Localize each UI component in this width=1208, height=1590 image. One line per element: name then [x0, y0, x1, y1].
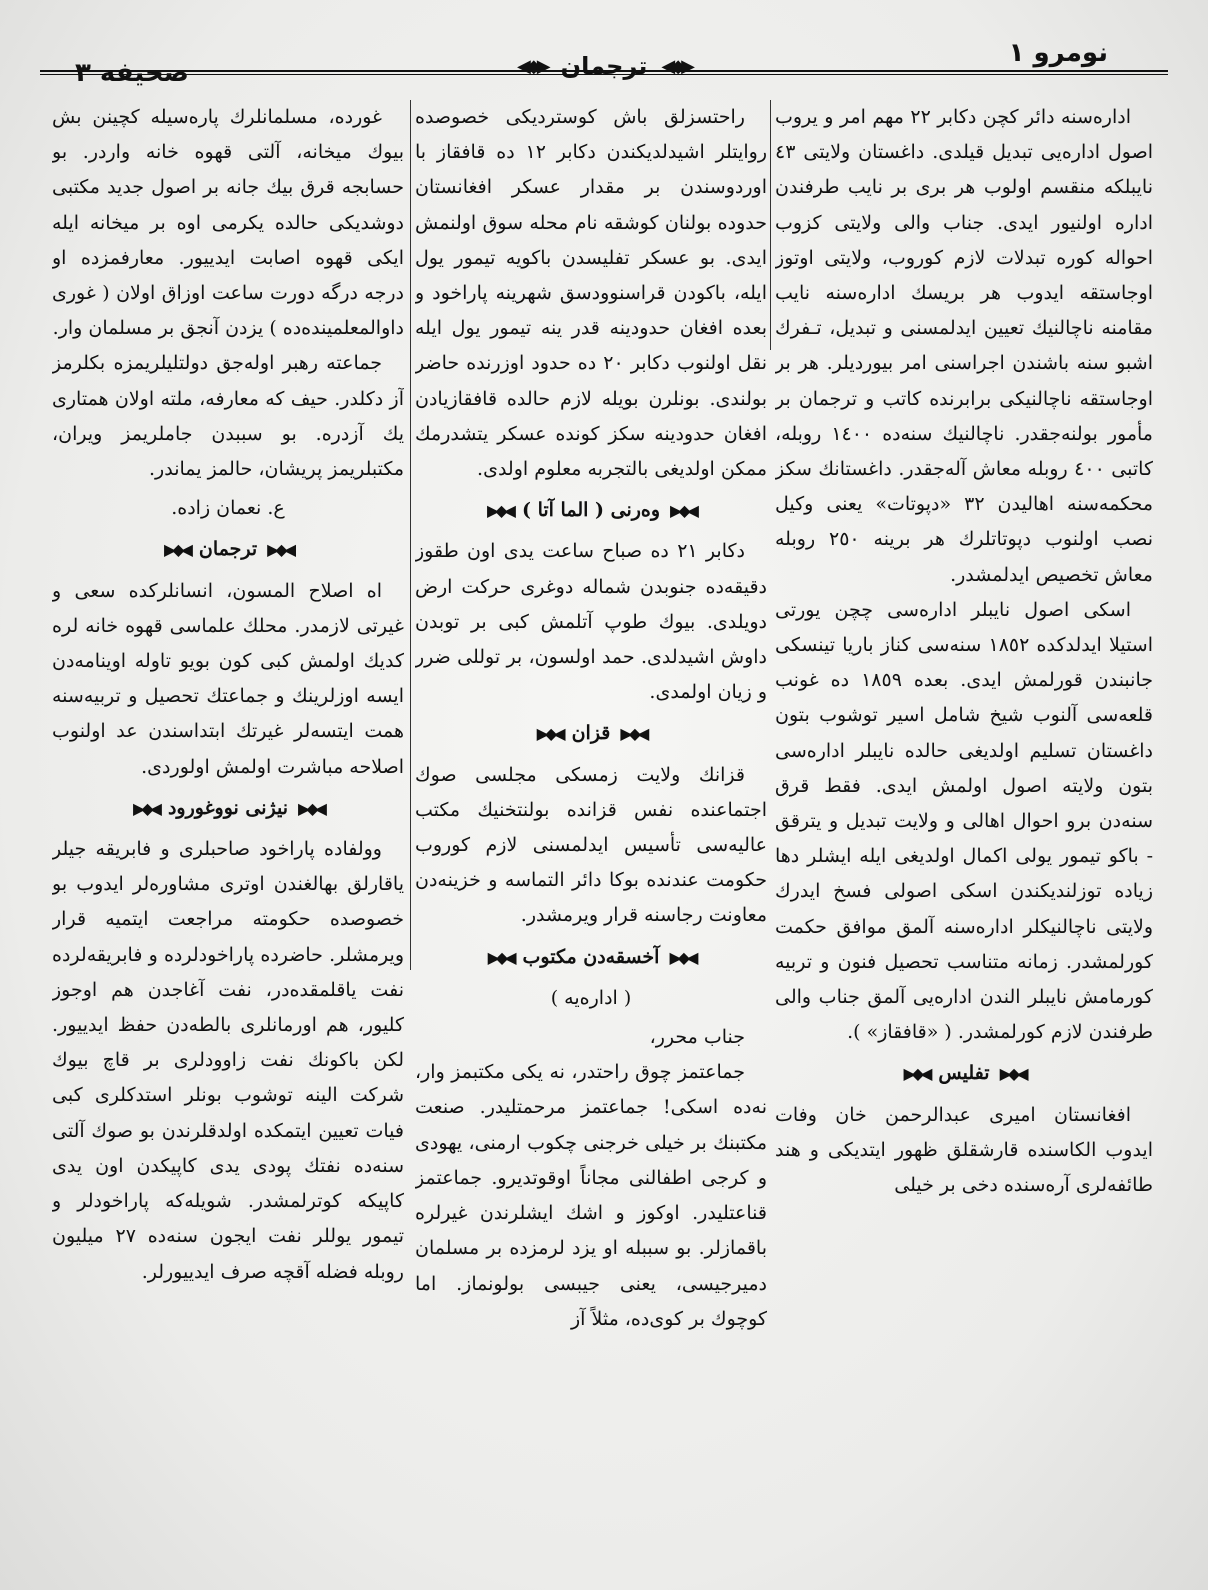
letter-greeting: جناب محرر، — [649, 1026, 745, 1049]
article-paragraph: وولفاده پاراخود صاحبلری و فابریقه جیلر یاقارلق بهالغندن اوتری مشاوره‌لر ایدوب بو خصوصده حكومته مراجعت ایتمیه قرار ویرمشلر. حاضرده پاراخودلرده و فابریقه‌لرده نفت یاقلمقده‌در، نفت آغاجدن هم اوجوز كلیور، هم اورمانلری بالطه‌دن حفظ ایدییور. لكن باكونك نفت زاوودلری بر قاچ بیوك شركت الینه توشوب بونلر استدكلری كبی فیات تعیین ایتمكده اولدقلرندن بو صوك آلتی سنه‌ده نفتك پودی یدی كاپیكدن اون یدی كاپیكه كوترلمشدر. شویله‌كه پاراخودلر و تیمور یوللر نفت ایجون سنه‌ده ٢٧ میلیون روبله فضله آقچه صرف ایدییورلر. — [52, 838, 404, 1283]
section-heading — [52, 791, 404, 826]
masthead-title: ترجمان — [560, 52, 648, 80]
column-middle — [415, 100, 767, 1565]
article-paragraph: اداره‌سنه دائر كچن دكابر ٢٢ مهم امر و يروب اصول اداره‌یی تبدیل قیلدی. داغستان ولایتی ٤٣ نایبلکه منقسم اولوب هر بری بر نایب طرفندن اداره اولنیور ایدی. جناب والی ولایتی كزوب احواله كوره تبدلات لازم كوروب، ولایتی اوتوز اوجاستقه ایدوب هر بریسك اداره‌سنه نایب مقامنه ناچالنیك تعیین ایدلمسنی و تبدیل، تـفرك اشبو سنه باشندن اجراسنی امر بیوردیلر. هر بر اوجاستقه ناچالنیکی برابرنده كاتب و ترجمان بر مأمور بولنه‌جقدر. ناچالنیك سنه‌ده ١٤٠٠ روبله، كاتبی ٤٠٠ روبله معاش آله‌جقدر. داغستانك سكز محكمه‌سنه اهالیدن ٣٢ «دپوتات» یعنی وكیل نصب اولنوب دپوتاتلرك هر برینه ٢٥٠ روبله معاش تخصیص ایدلمشدر. — [775, 106, 1153, 586]
header-rule — [40, 70, 1168, 72]
ornament-icon: ◀◆▶ — [670, 501, 695, 521]
section-title: تفلیس — [938, 1062, 990, 1085]
section-heading — [415, 940, 767, 975]
ornament-icon: ◀◆▶ — [661, 55, 691, 77]
article-paragraph: راحتسزلق باش كوستردیكی خصوصده روایتلر اشیدلدیكندن دكابر ١٢ ده قافقاز با اوردوسندن بر مقدار عسكر افغانستان حدوده بولنان كوشقه نام محله سوق اولنمش ایدی. بو عسكر تفلیسدن باكویه تیمور یول ایله، باكودن قراسنوودسق شهرینه پاراخود و بعده افغان حدودینه قدر ینه تیمور یول ایله نقل اولنوب دكابر ٢٠ ده حدود اوزرنده حاضر بولندی. بونلرن بویله لازم حالده قافقازیادن افغان حدودینه سكز كونده عسكر یتشدرمك ممكن اولدیغی بالتجربه معلوم اولدی. — [415, 106, 767, 481]
page-number: صحيفه ٣ — [75, 58, 189, 88]
section-title: آخسقه‌دن مكتوب — [522, 945, 660, 968]
column-left — [52, 100, 404, 1565]
page-header — [40, 28, 1168, 93]
section-title: قزان — [571, 722, 611, 745]
ornament-icon: ◀◆▶ — [903, 1064, 929, 1084]
ornament-icon: ◀◆▶ — [536, 724, 562, 744]
column-divider — [410, 100, 411, 970]
ornament-icon: ◀◆▶ — [487, 947, 513, 967]
masthead — [517, 52, 691, 80]
column-divider — [770, 100, 771, 350]
article-paragraph: اسكی اصول نایبلر اداره‌سی چچن یورتی استیلا ایدلدکده ١٨٥٢ سنه‌سی كناز باریا تینسكی جانبندن قورلمش ایدی. بعده ١٨٥٩ ده غونب قلعه‌سی آلنوب شیخ شامل اسیر توشوب بتون داغستان تسلیم اولدیغی حالده نایبلر اداره‌سی بتون ولایته اصول اولمش ایدی. فقط قرق سنه‌دن برو احوال اهالی و ولایت تبدیل و یترقق - باكو تیمور یولی اكمال اولدیغی ایله ایشلر دها زیاده توزلندیكندن اسكی اصولی فسخ ایدرك ولایتی ناچالنیكلر اداره‌سنه آلمق موافق حكمت كورلمشدر. زمانه متناسب تحصیل فنون و تربیه كورمامش نایبلر الندن اداره‌یی آلمق جناب والی طرفندن لازم كورلمشدر. ( «قافقاز» ). — [775, 598, 1153, 1044]
section-title: ترجمان — [198, 538, 258, 561]
column-right — [775, 100, 1153, 1565]
article-paragraph: غورده، مسلمانلرك پاره‌سیله كچینن بش بیوك میخانه، آلتی قهوه خانه واردر. بو حسابجه قرق بیك جانه بر اصول جدید مكتبی دوشدیكی حالده یكرمی اوه بر میخانه ایله ایكی قهوه اصابت ایدییور. معارفمزده او درجه درگه دورت ساعت اوزاق اولان ( غوری داوالمعلمینده‌ده ) یزدن آنجق بر مسلمان وار. — [52, 106, 404, 340]
article-paragraph: افغانستان امیری عبدالرحمن خان وفات ایدوب الكاسنده قارشقلق ظهور ایتدیكی و هند طائفه‌لری آره‌سنده دخی بر خیلی — [775, 1103, 1153, 1197]
ornament-icon: ◀◆▶ — [163, 540, 189, 560]
section-title: وه‌رنی ( الما آتا ) — [521, 499, 661, 522]
article-paragraph: اه اصلاح المسون، انسانلرکده سعی و غیرتی لازمدر. محلك علماسی قهوه خانه لره كدیك اولمش كبی كون بویو تاوله اوینامه‌دن ایسه اوزلرینك و جماعتك تحصیل و تربیه‌سنه همت ایتسه‌لر غیرتك ابتداسندن عد اولنوب اصلاحه مباشرت اولمش اولوردی. — [52, 579, 404, 778]
ornament-icon: ◀◆▶ — [267, 540, 293, 560]
ornament-icon: ◀◆▶ — [620, 724, 646, 744]
section-heading — [52, 532, 404, 567]
article-paragraph: دكابر ٢١ ده صباح ساعت یدی اون طقوز دقیقه‌ده جنوبدن شماله دوغری حركت ارض دویلدی. بیوك طوپ آتلمش كبی بر توبدن داوش اشیدلدی. حمد اولسون، بر توللی ضرر و زیان اولمدی. — [415, 540, 767, 704]
article-paragraph: قزانك ولایت زمسكی مجلسی صوك اجتماعنده نفس قزانده بولنتخنیك مكتب عالیه‌سی تأسیس ایدلمسنی لازم كوروب حكومت عندنده بوكا دائر التماسه و خزینه‌دن معاونت رجاسنه قرار ویرمشدر. — [415, 763, 767, 927]
author-signature: ع. نعمان زاده. — [171, 497, 285, 520]
article-paragraph: جماعتمز چوق راحتدر، نه یكی مكتبمز وار، نه‌ده اسكی! جماعتمز مرحمتلیدر. صنعت مكتبنك بر خیلی خرجنی چكوب ارمنی، یهودی و كرجی اطفالنی مجاناً اوقوتدیرو. جماعتمز قناعتلیدر. اوكوز و اشك ایشلرندن غیرلره باقمازلر. بو سببله او یزد لرمزده بر مسلمان دمیرجیسی، یعنی جیبسی بولونماز. اما كوچوك بر كوی‌ده، مثلاً آز — [415, 1061, 767, 1330]
section-heading — [415, 493, 767, 528]
ornament-icon: ◀◆▶ — [517, 55, 547, 77]
ornament-icon: ◀◆▶ — [298, 798, 323, 818]
section-heading — [775, 1056, 1153, 1091]
section-title: نیژنی نووغورود — [167, 796, 289, 819]
issue-number: نومرو ١ — [1008, 38, 1108, 68]
ornament-icon: ◀◆▶ — [133, 798, 158, 818]
ornament-icon: ◀◆▶ — [999, 1064, 1025, 1084]
ornament-icon: ◀◆▶ — [487, 501, 512, 521]
article-paragraph: جماعته رهبر اوله‌جق دولتلیلریمزه بكلرمز آز دكلدر. حیف كه معارفه، ملته اولان همتاری یك آزدره. بو سببدن جاملریمز ویران، مكتبلریمز پریشان، حالمز یماندر. — [52, 352, 404, 481]
ornament-icon: ◀◆▶ — [669, 947, 695, 967]
section-heading — [415, 716, 767, 751]
letter-addressee: ( اداره‌یه ) — [550, 986, 632, 1009]
header-rule-thin — [40, 74, 1168, 75]
